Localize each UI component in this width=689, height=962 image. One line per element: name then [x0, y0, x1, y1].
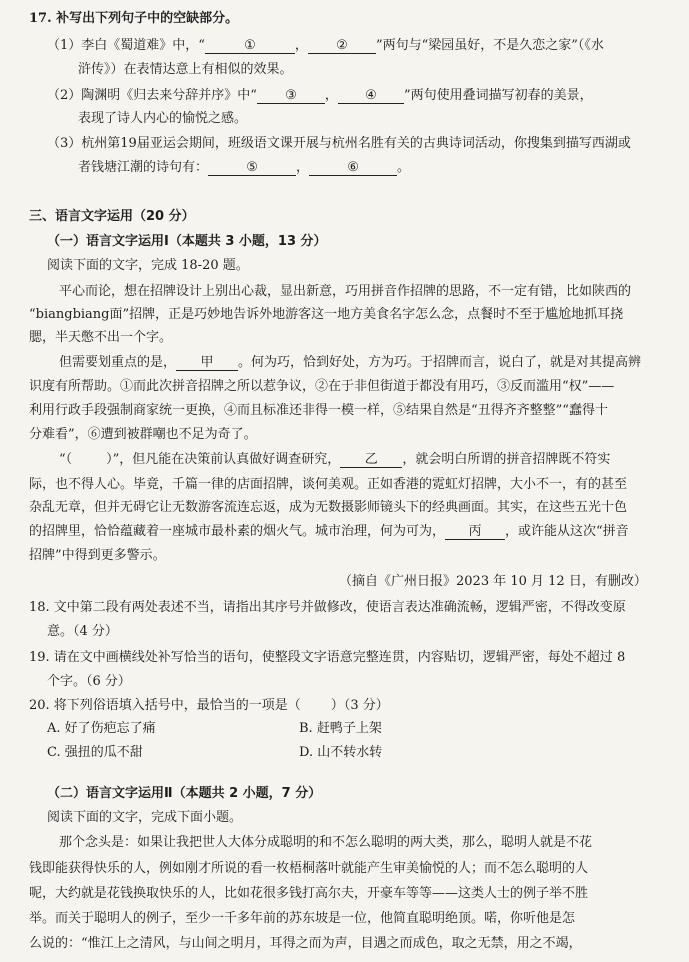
q17-p1-text-a: （1）李白《蜀道难》中，“	[47, 38, 205, 53]
passage-p3-line5: 招牌”中得到更多警示。	[29, 548, 166, 563]
passage-p2-line2: 识度有所帮助。①而此次拼音招牌之所以惹争议，②在于非但街道于都没有用巧，③反而滥用“权”——	[29, 379, 615, 394]
q17-p2-text-a: （2）陶渊明《归去来兮辞并序》中“	[47, 88, 257, 103]
q17-p2-text-c: ”两句使用叠词描写初春的美景，	[403, 88, 593, 103]
subsection-2-heading: （二）语言文字运用Ⅱ（本题共 2 小题，7 分）	[47, 786, 322, 801]
passage-p4-line2: 钱即能获得快乐的人，例如刚才所说的看一枚梧桐落叶就能产生审美愉悦的人；而不怎么聪明的人	[29, 861, 589, 876]
q20-option-b[interactable]: B. 赶鸭子上架	[299, 721, 382, 736]
reading-instruction-2: 阅读下面的文字，完成下面小题。	[47, 810, 243, 825]
section-heading: 三、语言文字运用（20 分）	[29, 209, 195, 224]
passage-p4-line3: 呢，大约就是花钱换取快乐的人，比如花很多钱打高尔夫，开豪车等等——这类人士的例子举不胜	[29, 886, 589, 901]
blank-4[interactable]: ④	[338, 89, 404, 104]
passage-p3-text-a: “（	[59, 452, 73, 467]
passage-p2-text-b: 。何为巧，恰到好处，方为巧。于招牌而言，说白了，就是对其提高辨	[238, 355, 642, 370]
blank-bing[interactable]: 丙	[445, 525, 505, 540]
passage-p3-line2: 际，也不得人心。毕竟，千篇一律的店面招牌，谈何美观。正如香港的霓虹灯招牌，大小不一，有的甚至	[29, 477, 628, 492]
q20-text-a: 20. 将下列俗语填入括号中，最恰当的一项是（	[29, 698, 301, 713]
q20-stem	[29, 698, 389, 714]
q20-option-c[interactable]: C. 强扭的瓜不甜	[47, 745, 143, 760]
passage-p4-line1: 那个念头是：如果让我把世人大体分成聪明的和不怎么聪明的两大类，那么，聪明人就是不花	[59, 835, 593, 850]
subsection-1-heading: （一）语言文字运用Ⅰ（本题共 3 小题，13 分）	[47, 234, 327, 249]
q20-text-b: ）（3 分）	[330, 698, 389, 713]
passage-p3-text-mid: 的招牌里，恰恰蕴藏着一座城市最朴素的烟火气。城市治理，何为可为，	[29, 524, 446, 539]
passage-p1-line1: 平心而论，想在招牌设计上别出心裁，显出新意，巧用拼音作招牌的思路，不一定有错，比如陕西的	[59, 284, 632, 299]
q17-part2-line1	[47, 88, 593, 104]
passage-p4-line4: 举。而关于聪明人的例子，至少一千多年前的苏东坡是一位，他简直聪明绝顶。喏，你听他是怎	[29, 911, 576, 926]
q17-part2-line2: 表现了诗人内心的愉悦之感。	[78, 111, 248, 126]
q18-line1: 18. 文中第二段有两处表述不当，请指出其序号并做修改，使语言表达准确流畅，逻辑严密，不得改变原	[29, 600, 626, 615]
passage-p3-line4	[29, 524, 629, 540]
blank-1[interactable]: ①	[205, 39, 295, 54]
blank-2[interactable]: ②	[308, 39, 376, 54]
q17-part1-line1	[47, 38, 604, 54]
q20-option-d[interactable]: D. 山不转水转	[299, 745, 383, 760]
q17-part3-line1: （3）杭州第19届亚运会期间，班级语文课开展与杭州名胜有关的古典诗词活动，你搜集到描写西湖或	[47, 136, 631, 151]
passage-p1-line2: “biangbiang面”招牌，正是巧妙地告诉外地游客这一地方美食名字怎么念，点餐时不至于尴尬地抓耳挠	[29, 307, 624, 322]
passage-p3-text-d: ，或许能从这次“拼音	[505, 524, 629, 539]
q19-line1: 19. 请在文中画横线处补写恰当的语句，使整段文字语意完整连贯，内容贴切，逻辑严密，每处不超过 8	[29, 650, 626, 665]
passage-p3-text-c: ，就会明白所谓的拼音招牌既不符实	[402, 452, 611, 467]
q17-p2-text-b: ，	[324, 88, 338, 103]
q17-p1-text-b: ，	[294, 38, 308, 53]
q17-p1-text-c: ”两句与“梁园虽好，不是久恋之家”（《水	[375, 38, 604, 53]
blank-jia[interactable]: 甲	[176, 356, 238, 371]
q17-p3-text-d: 。	[397, 160, 411, 175]
q17-stem: 17. 补写出下列句子中的空缺部分。	[29, 11, 239, 26]
blank-5[interactable]: ⑤	[208, 161, 296, 176]
passage-p3-text-b: ）”，但凡能在决策前认真做好调查研究，	[106, 452, 341, 467]
q18-line2: 意。（4 分）	[47, 624, 118, 639]
passage-p3-line1	[59, 452, 610, 468]
reading-instruction-1: 阅读下面的文字，完成 18-20 题。	[47, 258, 249, 273]
blank-3[interactable]: ③	[257, 89, 325, 104]
q19-line2: 个字。（6 分）	[47, 674, 131, 689]
passage-p3-line3: 杂乱无章，但并无碍它让无数游客流连忘返，成为无数摄影师镜头下的经典画面。其实，在这些五光十色	[29, 500, 628, 515]
blank-6[interactable]: ⑥	[309, 161, 397, 176]
passage-p2-line1	[59, 355, 641, 371]
q17-part3-line2	[78, 160, 410, 176]
passage-p1-line3: 腮，半天憋不出一个字。	[29, 330, 173, 345]
passage-p2-line4: 分难看”，⑥遭到被群嘲也不足为奇了。	[29, 427, 257, 442]
passage-p2-line3: 利用行政手段强制商家统一更换，④而且标准还非得一模一样，⑤结果自然是“丑得齐齐整整”“蠢得十	[29, 403, 608, 418]
passage-p2-text-a: 但需要划重点的是，	[59, 355, 177, 370]
passage-p4-line5: 么说的：“惟江上之清风，与山间之明月，耳得之而为声，目遇之而成色，取之无禁，用之不竭，	[29, 936, 582, 951]
q17-p3-text-c: ，	[296, 160, 310, 175]
passage-source: （摘自《广州日报》2023 年 10 月 12 日，有删改）	[339, 574, 647, 589]
blank-yi[interactable]: 乙	[340, 453, 402, 468]
q20-option-a[interactable]: A. 好了伤疤忘了痛	[47, 721, 156, 736]
q17-p3-text-b: 者钱塘江潮的诗句有：	[78, 160, 209, 175]
q17-part1-line2: 浒传》）在表情达意上有相似的效果。	[78, 62, 293, 77]
